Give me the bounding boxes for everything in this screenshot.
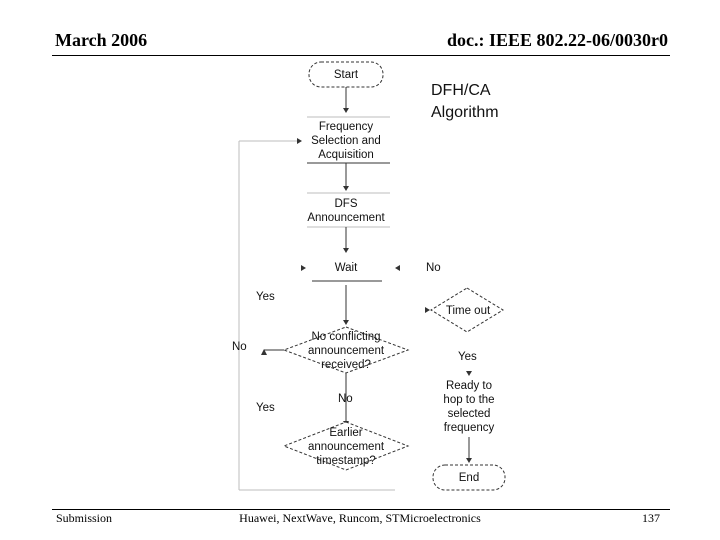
arrowhead-wait-left (301, 265, 306, 271)
timeout-label: Time out (445, 305, 491, 317)
arrowhead-wait-down (343, 320, 349, 325)
arrowhead-freq (343, 186, 349, 191)
arrowhead-timeout-yes (466, 371, 472, 376)
arrowhead-timeout (425, 307, 430, 313)
freq-select-line1: Frequency (318, 121, 374, 133)
ready-hop-line2: hop to the (443, 394, 495, 406)
no-conflict-node (284, 327, 408, 373)
header-doc-id: doc.: IEEE 802.22-06/0030r0 (446, 30, 668, 50)
label-conflict-no: No (338, 393, 353, 405)
earlier-ts-line1: Earlier (329, 427, 363, 439)
no-conflict-line1: No conflicting (311, 331, 381, 343)
arrowhead-loop-freq (297, 138, 302, 144)
freq-select-line2: Selection and (311, 135, 381, 147)
label-no-left: No (232, 341, 247, 353)
timeout-node (431, 288, 503, 332)
label-wait-no: No (426, 262, 441, 274)
ready-hop-line1: Ready to (445, 380, 493, 392)
freq-select-node (307, 117, 390, 163)
start-node (309, 62, 383, 87)
freq-select-line3: Acquisition (318, 149, 374, 161)
start-label: Start (333, 69, 359, 81)
footer-page-number: 137 (642, 511, 660, 525)
dfs-line1: DFS (334, 198, 358, 210)
no-conflict-line2: announcement (307, 345, 385, 357)
earlier-ts-line2: announcement (307, 441, 385, 453)
ready-hop-node (443, 380, 494, 434)
earlier-ts-line3: timestamp? (316, 455, 376, 467)
dfs-announce-node (307, 193, 390, 227)
label-timeout-yes: Yes (458, 351, 477, 363)
label-yes-top: Yes (256, 291, 275, 303)
footer-authors: Huawei, NextWave, Runcom, STMicroelectronics (239, 511, 481, 525)
arrowhead-hop-down (466, 458, 472, 463)
diagram-title-line2: Algorithm (431, 104, 499, 121)
diagram-title-line1: DFH/CA (431, 82, 491, 99)
ready-hop-line3: selected (447, 408, 491, 420)
no-conflict-line3: received? (321, 359, 371, 371)
label-yes-bottom: Yes (256, 402, 275, 414)
header-date: March 2006 (55, 30, 148, 50)
arrowhead-wait-right (395, 265, 400, 271)
end-label: End (458, 472, 480, 484)
earlier-ts-node (284, 422, 408, 470)
wait-label: Wait (334, 262, 358, 274)
ready-hop-line4: frequency (443, 422, 495, 434)
footer-rule (52, 509, 670, 510)
end-node (433, 465, 505, 490)
footer-submission: Submission (56, 511, 113, 525)
wait-node (312, 262, 382, 281)
arrowhead-dfs (343, 248, 349, 253)
dfs-line2: Announcement (307, 212, 385, 224)
arrowhead-start (343, 108, 349, 113)
